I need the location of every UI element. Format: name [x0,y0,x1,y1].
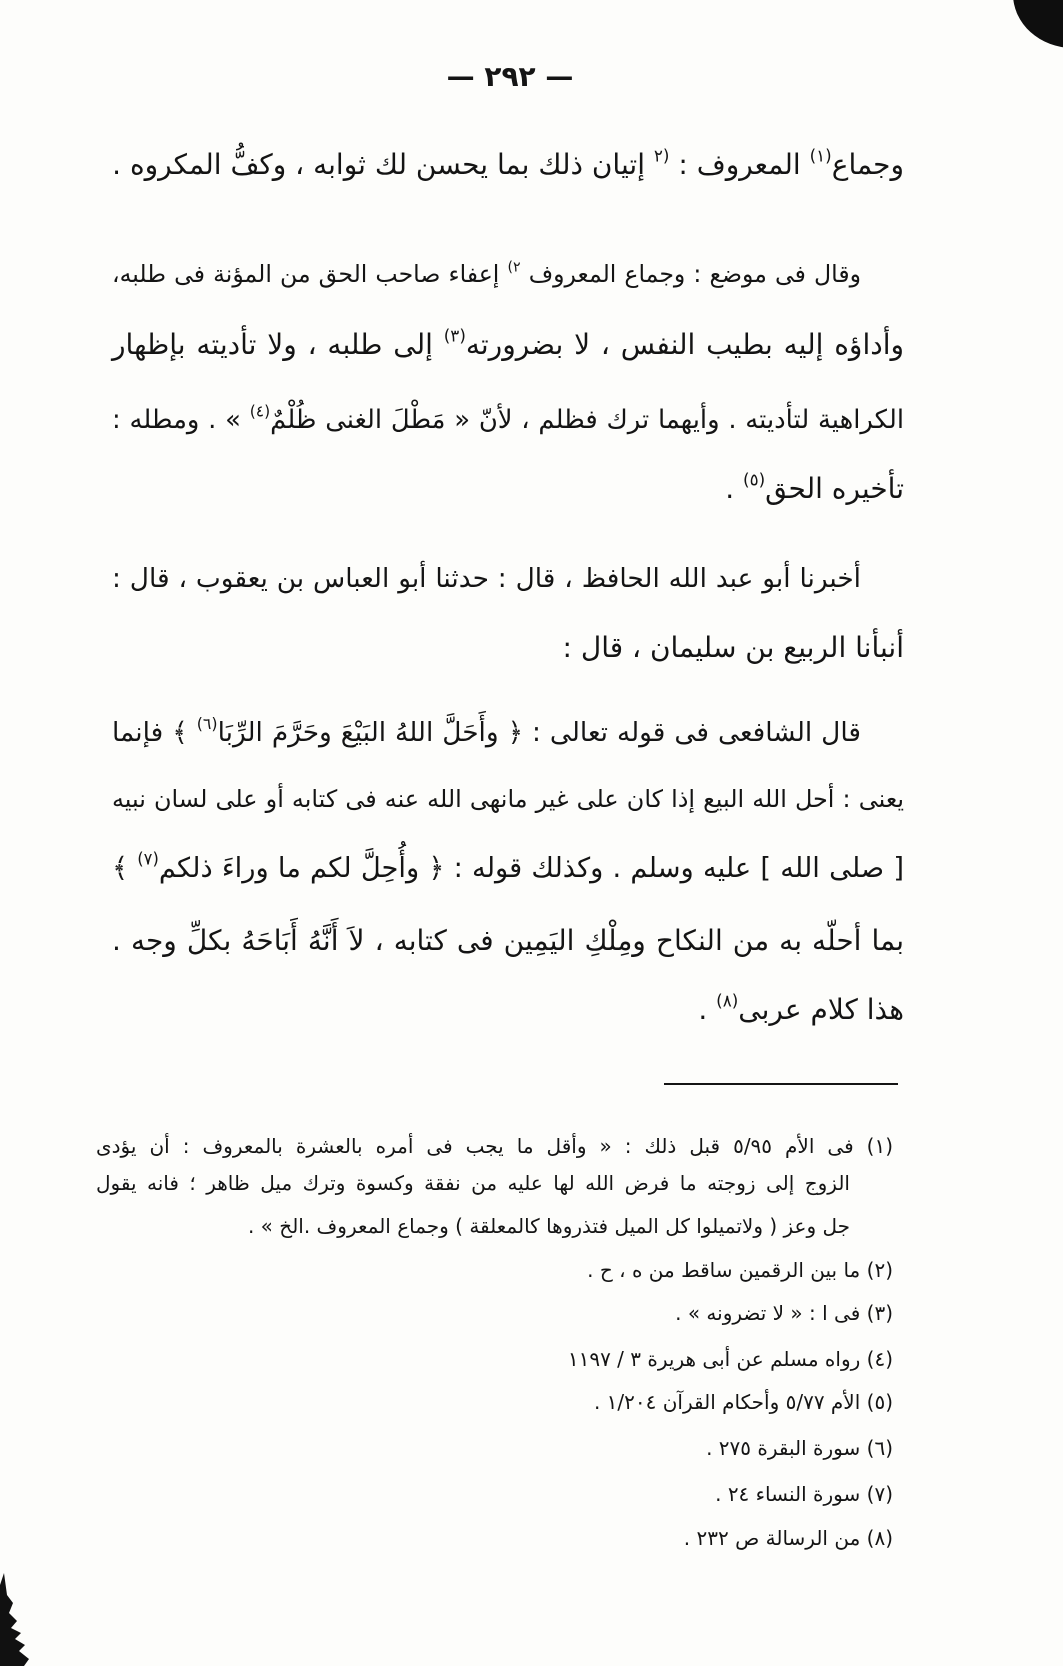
footnote-ref-2-start: (٢ [653,145,670,166]
footnote-text: (٨) من الرسالة ص ٢٣٢ . [683,1526,893,1550]
text-run: المعروف : [669,148,810,181]
body-line-07 [112,620,904,676]
footnote-5 [96,1382,893,1422]
text-run: أنبأنا الربيع بن سليمان ، قال : [562,631,904,664]
text-run: . [725,472,744,505]
text-run: وقال فى موضع : وجماع المعروف [520,260,861,288]
footnote-6 [96,1428,893,1468]
page-number: — ٢٩٢ — [446,60,574,93]
text-run: ﴾ [112,853,138,884]
body-line-10 [112,841,904,897]
text-run: أخبرنا أبو عبد الله الحافظ ، قال : حدثنا أبو العباس بن يعقوب ، قال : [112,564,861,594]
footnote-text: (٣) فى ا : « لا تضرونه » . [675,1301,893,1325]
footnote-2 [96,1250,893,1290]
text-run: وأداؤه إليه بطيب النفس ، لا بضرورته [465,328,904,361]
text-run: إتيان ذلك بما يحسن لك ثوابه ، وكفُّ المكروه . [112,148,654,181]
body-line-08 [112,705,861,761]
text-run: بما أحلّه به من النكاح ومِلْكِ اليَمِين فى كتابه ، لاَ أَنَّهُ أَبَاحَهُ بكلِّ وجه . [112,924,904,957]
footnote-ref-3: (٣) [443,325,466,346]
footnote-ref-5: (٥) [743,469,766,490]
body-line-04 [112,392,904,448]
body-line-01 [112,137,904,193]
text-run: الكراهية لتأديته . وأيهما ترك فظلم ، لأنّ « مَطْلَ الغنى ظُلْمٌ [270,405,904,435]
body-line-11 [112,913,904,969]
body-line-05 [112,461,904,517]
scan-shadow-corner [1007,0,1063,50]
text-run: تأخيره الحق [765,472,904,505]
body-line-02 [112,246,861,302]
footnote-ref-1: (١) [809,145,832,166]
footnote-8 [96,1518,893,1558]
text-run: قال الشافعى فى قوله تعالى : ﴿ وأَحَلَّ اللهُ البَيْعَ وحَرَّمَ الرِّبَا [217,718,861,748]
footnote-separator [664,1083,898,1085]
body-line-03 [112,317,904,373]
body-line-12 [112,982,904,1038]
footnote-ref-8: (٨) [716,990,739,1011]
footnote-ref-4: (٤) [249,402,271,421]
footnote-text: (٢) ما بين الرقمين ساقط من ه ، ح . [587,1258,893,1282]
footnote-ref-6: (٦) [196,714,218,734]
text-run: » . ومطله : [112,405,250,435]
text-run: وجماع [831,148,904,181]
body-line-06 [112,551,861,607]
text-run: إلى طلبه ، ولا تأديته بإظهار [112,328,444,361]
text-run: هذا كلام عربى [738,993,904,1026]
footnote-text: جل وعز ( ولاتميلوا كل الميل فتذروها كالمعلقة ) وجماع المعروف .الخ » . [247,1214,850,1238]
body-line-09 [112,771,904,827]
footnote-text: (٦) سورة البقرة ٢٧٥ . [706,1436,893,1460]
scan-ink-blot [0,1573,30,1666]
text-run: [ صلى الله ] عليه وسلم . وكذلك قوله : ﴿ وأُحِلَّ لكم ما وراءَ ذلكم [158,853,904,884]
footnote-1-line-1 [96,1126,893,1166]
text-run: يعنى : أحل الله البيع إذا كان على غير مانهى الله عنه فى كتابه أو على لسان نبيه [112,785,904,813]
text-run: إعفاء صاحب الحق من المؤنة فى طلبه، [112,260,508,288]
footnote-text: (٤) رواه مسلم عن أبى هريرة ٣ / ١١٩٧ [567,1347,893,1371]
footnote-1-line-2 [96,1163,850,1203]
footnote-text: الزوج إلى زوجته ما فرض الله لها عليه من نفقة وكسوة وترك ميل ظاهر ؛ فانه يقول [96,1171,850,1195]
footnote-ref-7: (٧) [137,849,159,869]
text-run: . [698,993,717,1026]
footnote-ref-2-end: ٢) [507,259,521,276]
footnote-4 [96,1339,893,1379]
footnote-1-line-3 [96,1206,850,1246]
footnote-3 [96,1293,893,1333]
footnote-text: (١) فى الأم ٥/٩٥ قبل ذلك : « وأقل ما يجب فى أمره بالعشرة بالمعروف : أن يؤدى [96,1134,893,1158]
text-run: ﴾ فإنما [112,718,197,748]
footnote-text: (٥) الأم ٥/٧٧ وأحكام القرآن ١/٢٠٤ . [593,1390,893,1414]
footnote-text: (٧) سورة النساء ٢٤ . [715,1482,893,1506]
footnote-7 [96,1474,893,1514]
